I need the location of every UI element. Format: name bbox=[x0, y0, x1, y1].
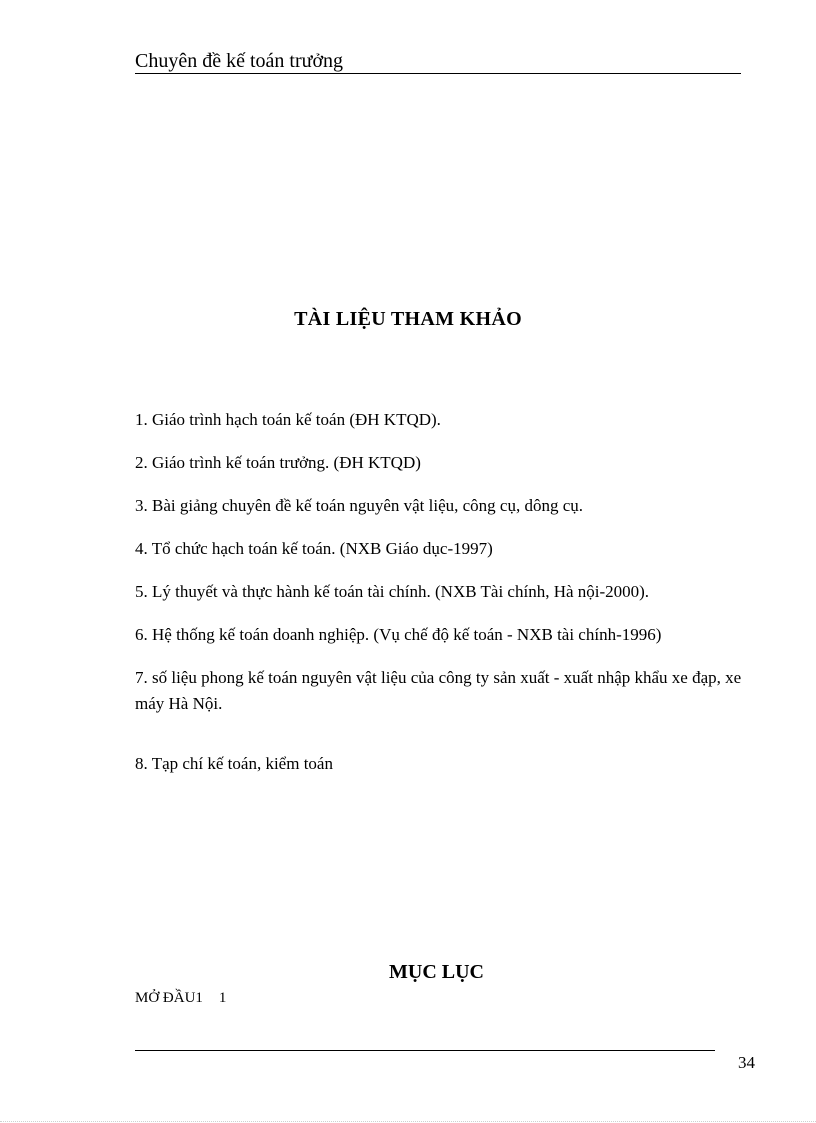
toc-entry-label: MỞ ĐẦU1 bbox=[135, 990, 203, 1006]
reference-item-2: 2. Giáo trình kế toán trưởng. (ĐH KTQD) bbox=[135, 453, 421, 472]
reference-item-5: 5. Lý thuyết và thực hành kế toán tài chính. (NXB Tài chính, Hà nội-2000). bbox=[135, 582, 650, 601]
reference-item-6: 6. Hệ thống kế toán doanh nghiệp. (Vụ chế độ kế toán - NXB tài chính-1996) bbox=[135, 625, 662, 644]
reference-item-7: 7. số liệu phong kế toán nguyên vật liệu của công ty sản xuất - xuất nhập khẩu xe đạp, xe máy Hà Nội. bbox=[135, 668, 742, 713]
toc-entry-page: 1 bbox=[218, 990, 227, 1006]
footer-rule bbox=[135, 1050, 715, 1051]
reference-item-3: 3. Bài giảng chuyên đề kế toán nguyên vật liệu, công cụ, dông cụ. bbox=[135, 496, 584, 515]
reference-item-1: 1. Giáo trình hạch toán kế toán (ĐH KTQD). bbox=[135, 410, 441, 429]
toc-heading: MỤC LỤC bbox=[389, 961, 484, 983]
page-number: 34 bbox=[738, 1053, 755, 1072]
references-list bbox=[135, 407, 755, 794]
reference-item-8: 8. Tạp chí kế toán, kiểm toán bbox=[135, 754, 333, 773]
references-heading: TÀI LIỆU THAM KHẢO bbox=[294, 308, 522, 330]
header-title: Chuyên đề kế toán trưởng bbox=[135, 50, 344, 72]
toc-entry[interactable] bbox=[135, 988, 226, 1008]
reference-item-4: 4. Tổ chức hạch toán kế toán. (NXB Giáo dục-1997) bbox=[135, 539, 493, 558]
page-edge-divider bbox=[0, 1121, 816, 1122]
header-rule bbox=[135, 73, 741, 74]
